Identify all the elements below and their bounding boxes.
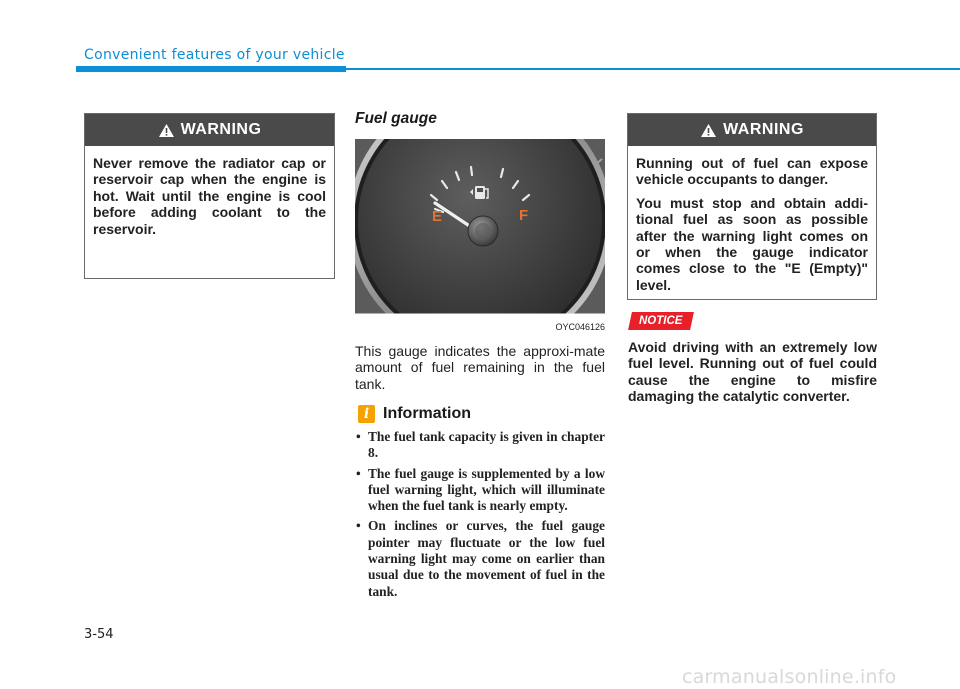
full-mark: F (519, 207, 529, 224)
warning-triangle-icon (700, 123, 717, 138)
radiator-warning-box (84, 113, 335, 279)
notice-badge: NOTICE (628, 312, 694, 330)
information-list (356, 429, 605, 604)
notice-text: Avoid driving with an extremely low fuel level. Running out of fuel could cause the engine to misfire damaging the catalytic converter. (628, 339, 877, 405)
information-heading (358, 405, 471, 423)
fuel-gauge-description: This gauge indicates the approxi-mate amount of fuel remaining in the fuel tank. (355, 343, 605, 392)
warning-paragraph: Running out of fuel can expose vehicle occupants to danger. (636, 155, 868, 188)
info-icon: i (358, 405, 375, 423)
list-item: • The fuel tank capacity is given in chapter 8. (356, 429, 605, 462)
image-code: OYC046126 (555, 322, 605, 332)
warning-triangle-icon (158, 123, 175, 138)
information-label: Information (383, 405, 471, 422)
page-number: 3-54 (84, 627, 114, 642)
header-rule (346, 68, 960, 70)
warning-heading: WARNING (723, 121, 804, 138)
fuel-gauge-illustration (355, 139, 605, 340)
fuel-warning-box (627, 113, 877, 300)
header-rule-accent (76, 66, 346, 72)
watermark: carmanualsonline.info (682, 666, 897, 688)
warning-paragraph: You must stop and obtain addi-tional fuel as soon as possible after the warning light comes on or when the gauge indicator comes close to the "E (Empty)" level. (636, 194, 868, 293)
warning-heading: WARNING (180, 121, 262, 138)
warning-text: Never remove the radiator cap or reservoir cap when the engine is hot. Wait until the engine is cool before adding coolant to the reservoir. (93, 155, 326, 237)
chapter-title: Convenient features of your vehicle (84, 47, 345, 63)
list-item: • The fuel gauge is supplemented by a low fuel warning light, which will illuminate when the fuel tank is nearly empty. (356, 466, 605, 515)
warning-header (85, 114, 334, 146)
warning-header (628, 114, 876, 146)
list-item: • On inclines or curves, the fuel gauge pointer may fluctuate or the low fuel warning light may come on earlier than usual due to the movement of fuel in the tank. (356, 518, 605, 599)
fuel-gauge-title: Fuel gauge (355, 110, 437, 127)
empty-mark: E (432, 208, 443, 225)
warning-text (628, 146, 876, 308)
